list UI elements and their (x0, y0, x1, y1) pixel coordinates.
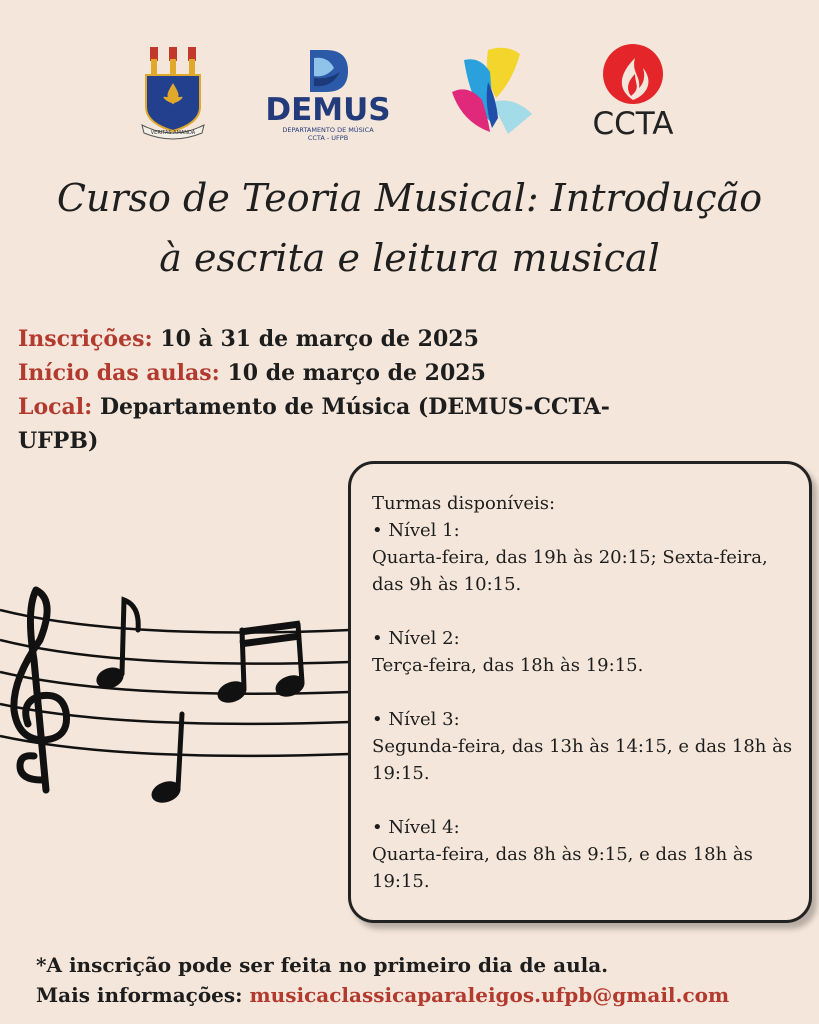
quarter-note-icon (148, 714, 183, 807)
contact-line (36, 980, 806, 1010)
level-3-name: • Nível 3: (372, 709, 460, 730)
contact-label: Mais informações: (36, 983, 243, 1007)
ccta-name: CCTA (592, 106, 674, 142)
ufpb-motto: VERITAS AMANDA (150, 130, 196, 136)
demus-logo (262, 48, 394, 142)
location-value: Departamento de Música (DEMUS-CCTA-UFPB) (18, 394, 610, 454)
start-line (18, 356, 618, 390)
level-1-schedule: Quarta-feira, das 19h às 20:15; Sexta-feira, das 9h às 10:15. (372, 547, 768, 595)
logo-row (0, 40, 819, 150)
course-info (18, 322, 618, 458)
registration-line (18, 322, 618, 356)
ufpb-logo (140, 45, 206, 140)
location-line (18, 390, 618, 458)
level-2-schedule: Terça-feira, das 18h às 19:15. (372, 655, 644, 676)
ccta-logo (585, 42, 681, 146)
location-label: Local: (18, 394, 93, 420)
ccta-flame-icon (585, 42, 681, 106)
registration-note: *A inscrição pode ser feita no primeiro dia de aula. (36, 953, 609, 977)
course-title-line1: Curso de Teoria Musical: Introdução (56, 176, 763, 220)
demus-subtitle (262, 126, 394, 142)
start-value: 10 de março de 2025 (227, 360, 486, 386)
level-1-name: • Nível 1: (372, 520, 460, 541)
colorful-logo (448, 46, 534, 138)
demus-mark-icon (262, 48, 394, 94)
class-schedule-box (348, 461, 812, 923)
course-title-line2: à escrita e leitura musical (159, 236, 660, 280)
footer (36, 950, 806, 1010)
registration-value: 10 à 31 de março de 2025 (160, 326, 479, 352)
level-3-schedule: Segunda-feira, das 13h às 14:15, e das 18h às 19:15. (372, 736, 793, 784)
music-notes-illustration (0, 580, 350, 820)
demus-subtitle-line1: DEPARTAMENTO DE MÚSICA (282, 126, 374, 134)
eighth-note-icon (93, 600, 138, 692)
level-2-name: • Nível 2: (372, 628, 460, 649)
level-4-name: • Nível 4: (372, 817, 460, 838)
treble-clef-icon (14, 590, 67, 790)
start-label: Início das aulas: (18, 360, 220, 386)
schedule-heading: Turmas disponíveis: (372, 493, 556, 514)
contact-email-link[interactable]: musicaclassicaparaleigos.ufpb@gmail.com (249, 983, 730, 1007)
level-4-schedule: Quarta-feira, das 8h às 9:15, e das 18h às 19:15. (372, 844, 753, 892)
demus-name: DEMUS (265, 92, 391, 128)
demus-subtitle-line2: CCTA - UFPB (307, 134, 349, 142)
registration-label: Inscrições: (18, 326, 153, 352)
